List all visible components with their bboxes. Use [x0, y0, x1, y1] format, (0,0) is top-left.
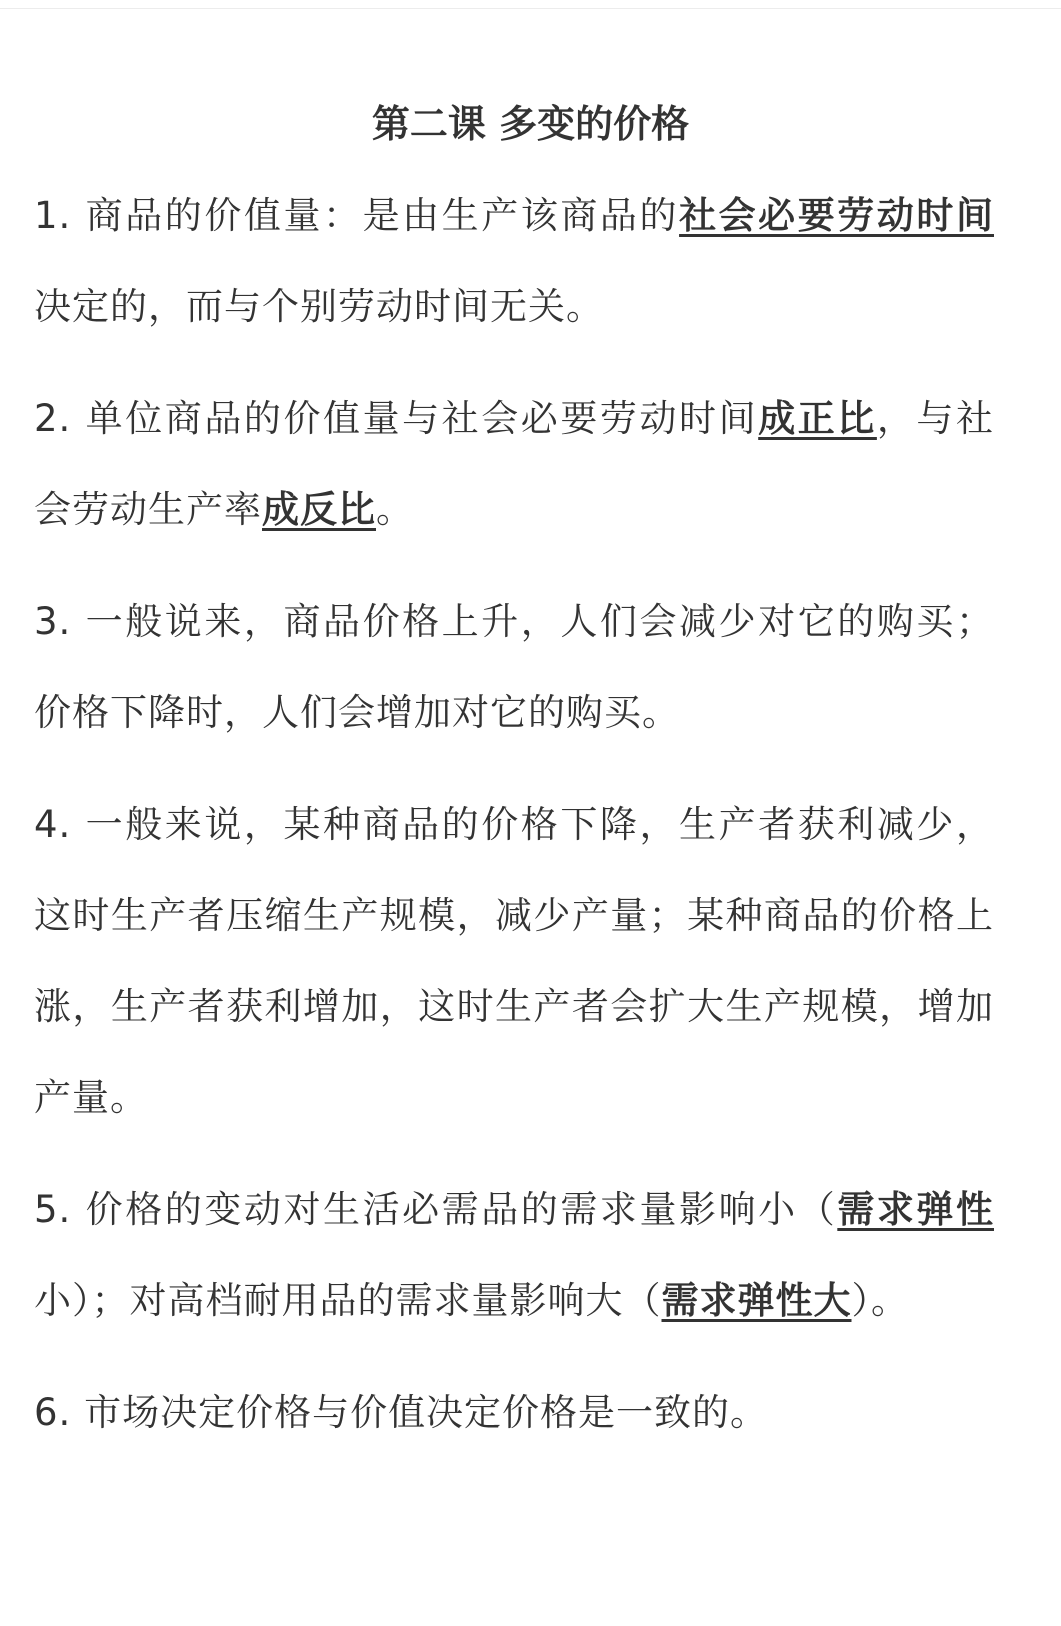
point-3 — [34, 576, 994, 758]
key-term: 需求弹性大 — [661, 1279, 852, 1322]
point-6 — [34, 1367, 994, 1458]
top-divider — [0, 8, 1061, 9]
point-text: 5. 价格的变动对生活必需品的需求量影响小（ — [34, 1188, 838, 1231]
point-text: 。 — [376, 488, 414, 531]
point-5 — [34, 1164, 994, 1346]
point-2 — [34, 373, 994, 555]
point-4 — [34, 779, 994, 1143]
article-body — [34, 170, 994, 1458]
point-text: 3. 一般说来，商品价格上升，人们会减少对它的购买；价格下降时，人们会增加对它的购买。 — [34, 600, 994, 734]
point-text: ）。 — [851, 1279, 909, 1322]
point-text: 小）；对高档耐用品的需求量影响大（ — [34, 1279, 662, 1322]
point-text: 4. 一般来说，某种商品的价格下降，生产者获利减少，这时生产者压缩生产规模，减少产量；某种商品的价格上涨，生产者获利增加，这时生产者会扩大生产规模，增加产量。 — [34, 803, 994, 1119]
point-text: 决定的，而与个别劳动时间无关。 — [34, 285, 604, 328]
point-1 — [34, 170, 994, 352]
key-term: 成反比 — [262, 488, 376, 531]
page-title: 第二课 多变的价格 — [371, 102, 690, 147]
point-text: 2. 单位商品的价值量与社会必要劳动时间 — [34, 397, 759, 440]
point-text: ，与社会劳动生产率 — [34, 397, 994, 531]
point-text: 1. 商品的价值量：是由生产该商品的 — [34, 194, 680, 237]
key-term: 需求弹性 — [837, 1188, 994, 1231]
key-term: 成正比 — [758, 397, 877, 440]
key-term: 社会必要劳动时间 — [679, 194, 994, 237]
point-text: 6. 市场决定价格与价值决定价格是一致的。 — [34, 1391, 769, 1434]
